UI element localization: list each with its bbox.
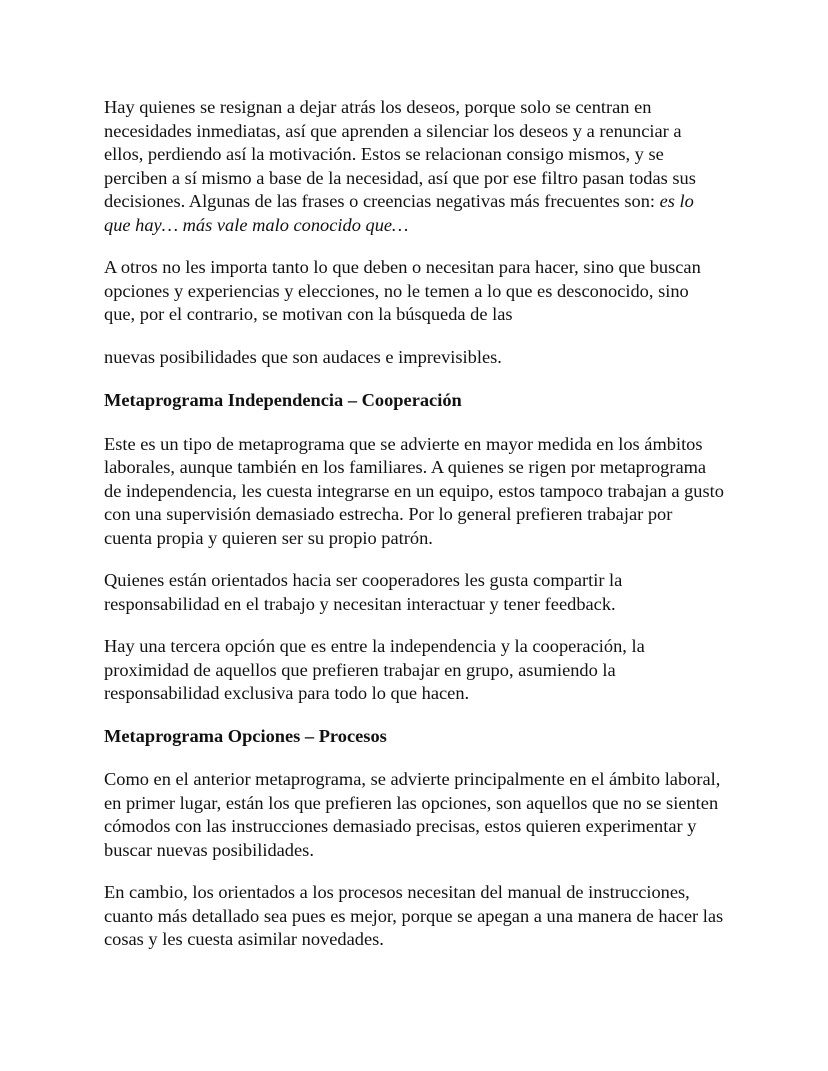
paragraph-deseos xyxy=(104,96,724,237)
paragraph-deseos-quote: es lo que hay… más vale malo conocido que… xyxy=(104,191,694,235)
paragraph-procesos: En cambio, los orientados a los procesos necesitan del manual de instrucciones, cuanto más detallado sea pues es mejor, porque se apegan a una manera de hacer las cosas y les cuesta asimilar novedades. xyxy=(104,882,724,949)
paragraph-posibilidades: nuevas posibilidades que son audaces e imprevisibles. xyxy=(104,346,502,367)
heading-opciones-procesos: Metaprograma Opciones – Procesos xyxy=(104,725,387,746)
paragraph-tercera-opcion: Hay una tercera opción que es entre la independencia y la cooperación, la proximidad de aquellos que prefieren trabajar en grupo, asumiendo la responsabilidad exclusiva para todo lo que hacen. xyxy=(104,636,645,703)
document-page xyxy=(104,96,724,971)
paragraph-cooperadores: Quienes están orientados hacia ser cooperadores les gusta compartir la responsabilidad en el trabajo y necesitan interactuar y tener feedback. xyxy=(104,570,623,614)
paragraph-opciones: Como en el anterior metaprograma, se advierte principalmente en el ámbito laboral, en primer lugar, están los que prefieren las opciones, son aquellos que no se sienten cómodos con las instrucciones demasiado precisas, estos quieren experimentar y buscar nuevas posibilidades. xyxy=(104,769,721,860)
paragraph-independencia: Este es un tipo de metaprograma que se advierte en mayor medida en los ámbitos laborales, aunque también en los familiares. A quienes se rigen por metaprograma de independencia, les cuesta integrarse en un equipo, estos tampoco trabajan a gusto con una supervisión demasiado estrecha. Por lo general prefieren trabajar por cuenta propia y quieren ser su propio patrón. xyxy=(104,433,724,548)
heading-independencia-cooperacion: Metaprograma Independencia – Cooperación xyxy=(104,390,462,410)
paragraph-deseos-text: Hay quienes se resignan a dejar atrás los deseos, porque solo se centran en necesidades inmediatas, así que aprenden a silenciar los deseos y a renunciar a ellos, perdiendo así la motivación. Estos se relacionan consigo mismos, y se perciben a sí mismo a base de la necesidad, así que por ese filtro pasan todas sus decisiones. Algunas de las frases o creencias negativas más frecuentes son: xyxy=(104,97,696,211)
paragraph-opciones-intro: A otros no les importa tanto lo que deben o necesitan para hacer, sino que buscan opciones y experiencias y elecciones, no le temen a lo que es desconocido, sino que, por el contrario, se motivan con la búsqueda de las xyxy=(104,257,701,324)
